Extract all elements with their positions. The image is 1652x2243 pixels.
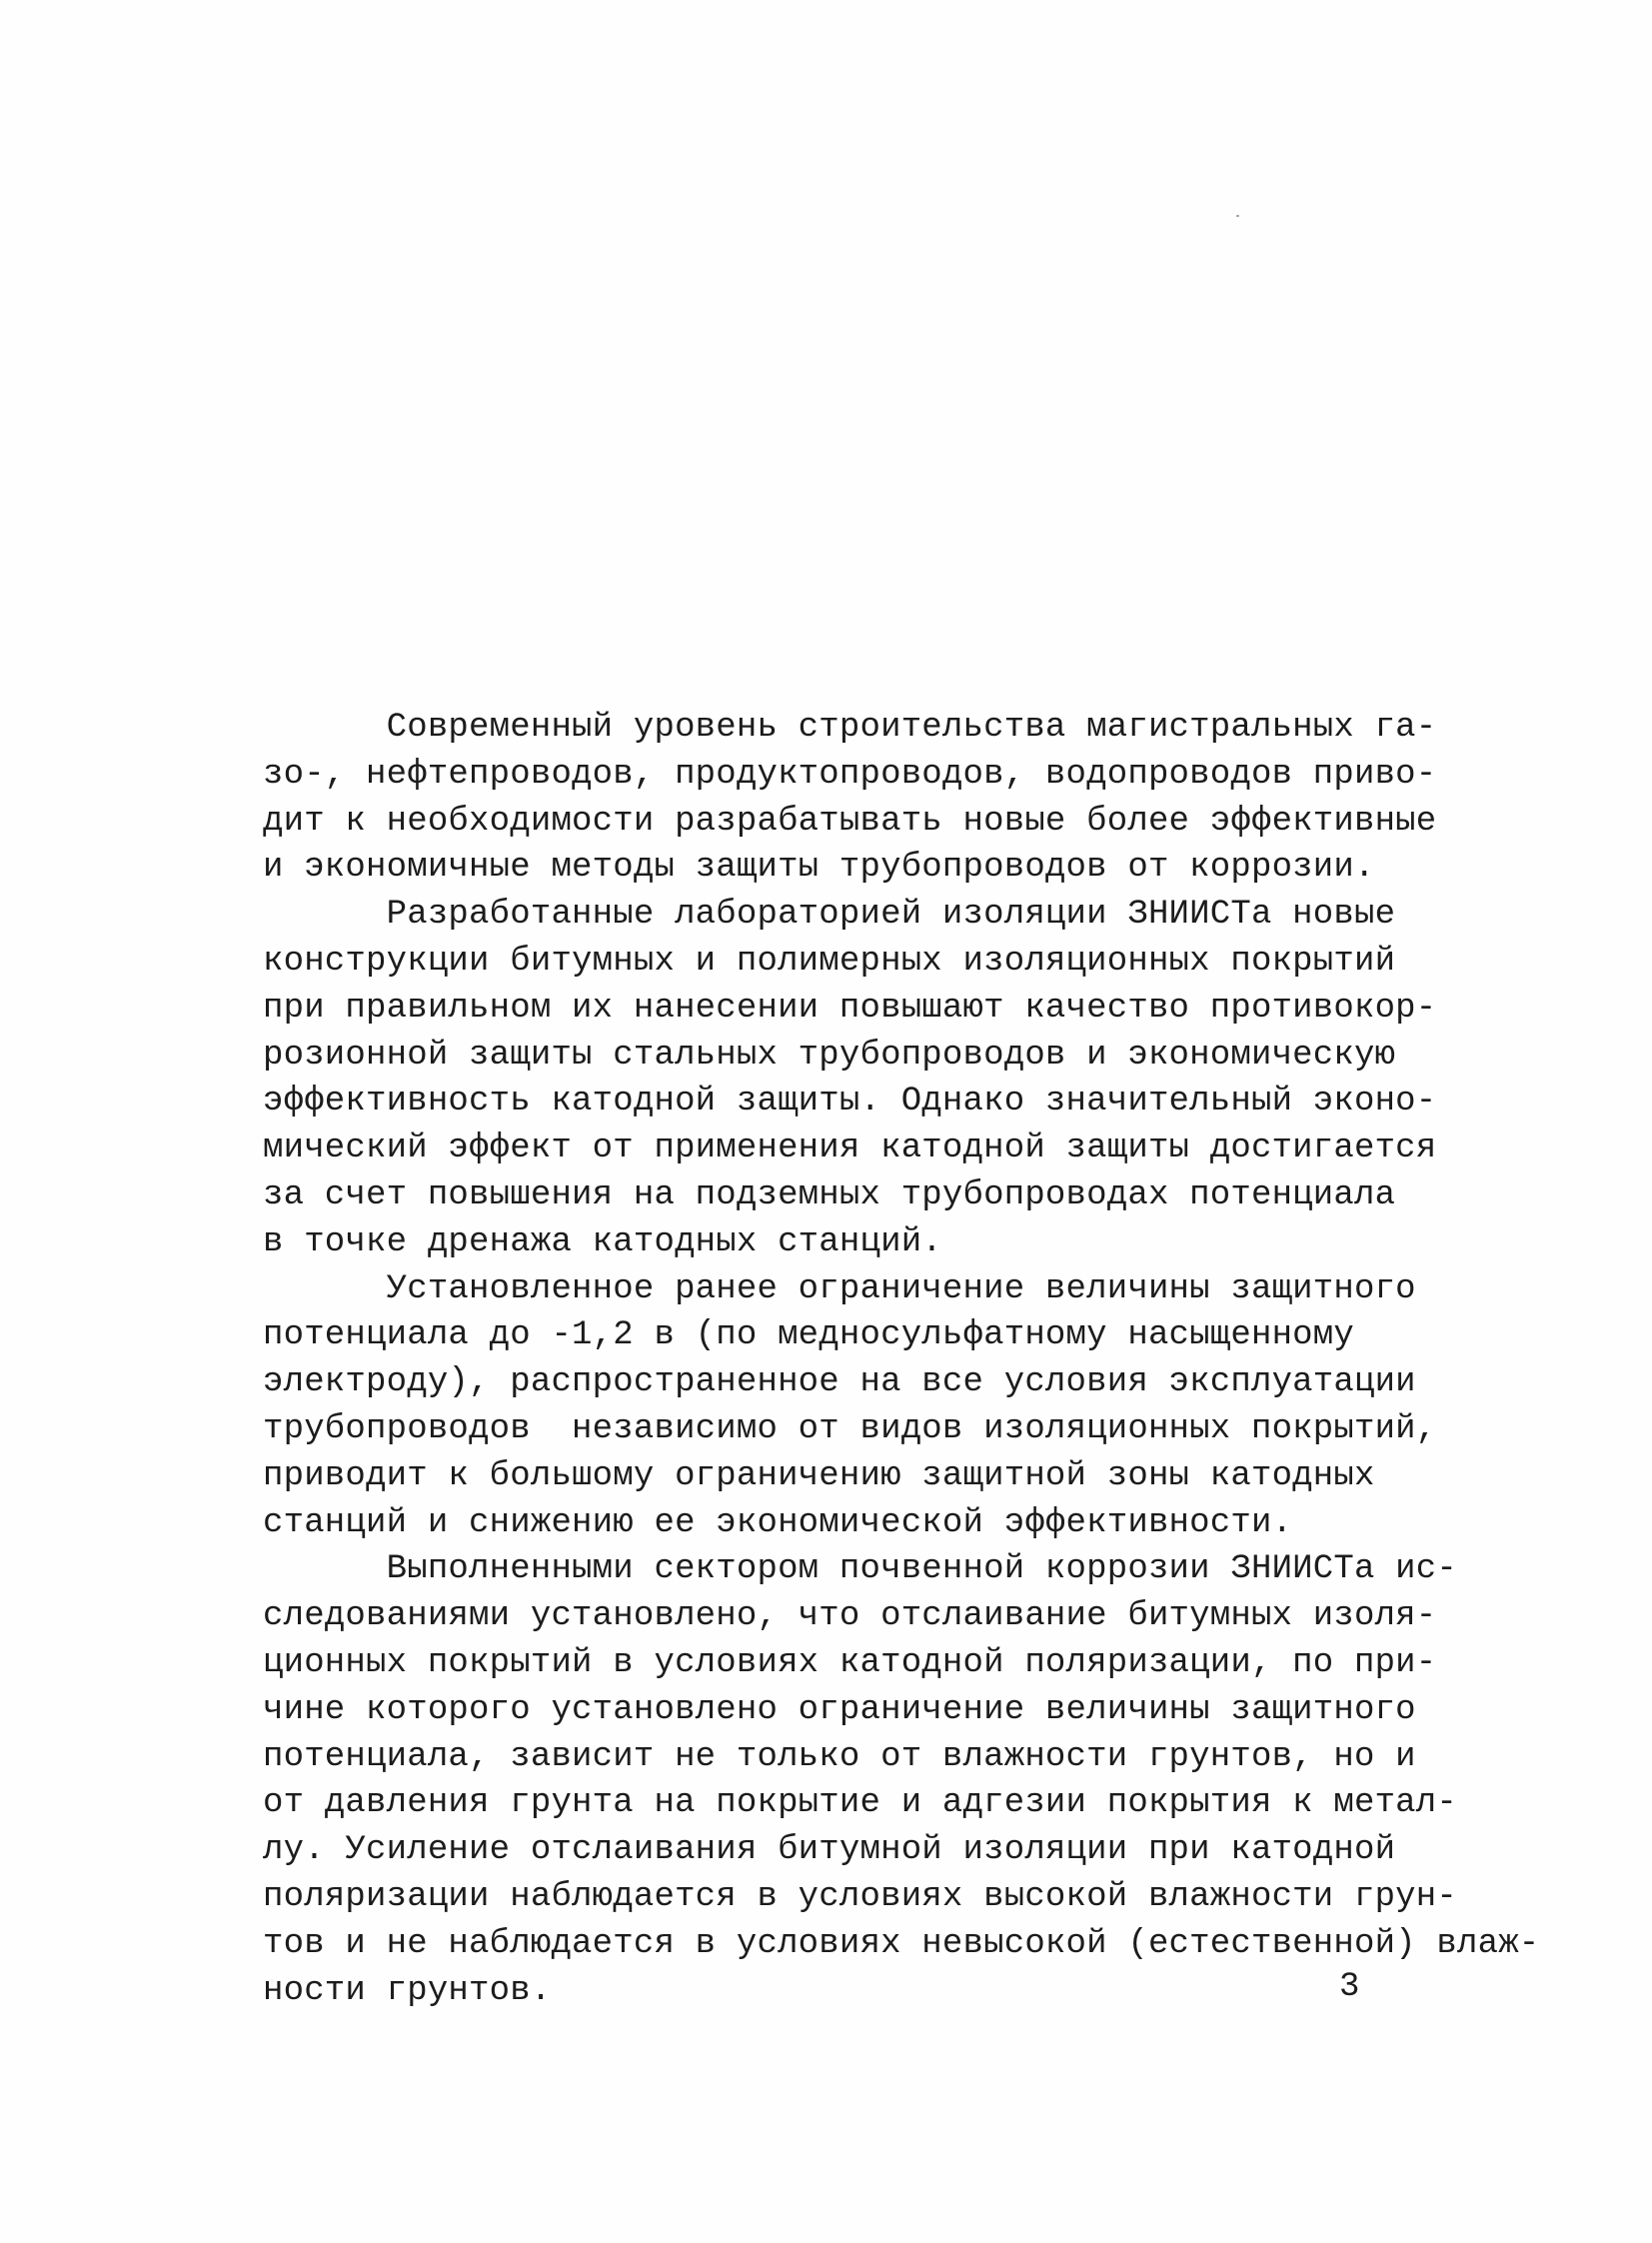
text-line: тов и не наблюдается в условиях невысокой (естественной) влаж-	[263, 1924, 1540, 1963]
page-number: 3	[1339, 1968, 1360, 2006]
text-line: за счет повышения на подземных трубопроводах потенциала	[263, 1175, 1396, 1214]
text-line: потенциала, зависит не только от влажности грунтов, но и	[263, 1737, 1416, 1776]
text-line: трубопроводов независимо от видов изоляционных покрытий,	[263, 1409, 1437, 1448]
text-line: следованиями установлено, что отслаивание битумных изоля-	[263, 1597, 1437, 1636]
text-line: и экономичные методы защиты трубопроводов от коррозии.	[263, 849, 1375, 888]
text-line: в точке дренажа катодных станций.	[263, 1222, 942, 1261]
text-line: станций и снижению ее экономической эффективности.	[263, 1503, 1293, 1542]
body-text	[263, 705, 1540, 2014]
text-line: ности грунтов.	[263, 1971, 552, 2010]
text-line: зо-, нефтепроводов, продуктопроводов, водопроводов приво-	[263, 755, 1437, 794]
text-line: мический эффект от применения катодной защиты достигается	[263, 1129, 1437, 1168]
text-line: дит к необходимости разрабатывать новые более эффективные	[263, 802, 1437, 841]
scan-speck	[1236, 215, 1239, 217]
text-line: приводит к большому ограничению защитной зоны катодных	[263, 1456, 1375, 1495]
text-line: эффективность катодной защиты. Однако значительный эконо-	[263, 1083, 1437, 1122]
text-line: конструкции битумных и полимерных изоляционных покрытий	[263, 942, 1396, 981]
text-line: розионной защиты стальных трубопроводов и экономическую	[263, 1036, 1396, 1075]
text-line: ционных покрытий в условиях катодной поляризации, по при-	[263, 1643, 1437, 1682]
text-line: Разработанные лабораторией изоляции ЗНИИСТа новые	[263, 896, 1396, 935]
text-line: чине которого установлено ограничение величины защитного	[263, 1690, 1416, 1729]
text-line: Выполненными сектором почвенной коррозии ЗНИИСТа ис-	[263, 1550, 1457, 1589]
text-line: Современный уровень строительства магистральных га-	[263, 709, 1437, 747]
text-line: поляризации наблюдается в условиях высокой влажности грун-	[263, 1877, 1457, 1916]
text-line: электроду), распространенное на все условия эксплуатации	[263, 1363, 1416, 1402]
text-line: Установленное ранее ограничение величины защитного	[263, 1269, 1416, 1308]
text-line: от давления грунта на покрытие и адгезии покрытия к метал-	[263, 1784, 1457, 1823]
text-line: потенциала до -1,2 в (по медносульфатному насыщенному	[263, 1316, 1354, 1355]
text-line: при правильном их нанесении повышают качество противокор-	[263, 989, 1437, 1028]
text-line: лу. Усиление отслаивания битумной изоляции при катодной	[263, 1831, 1396, 1870]
